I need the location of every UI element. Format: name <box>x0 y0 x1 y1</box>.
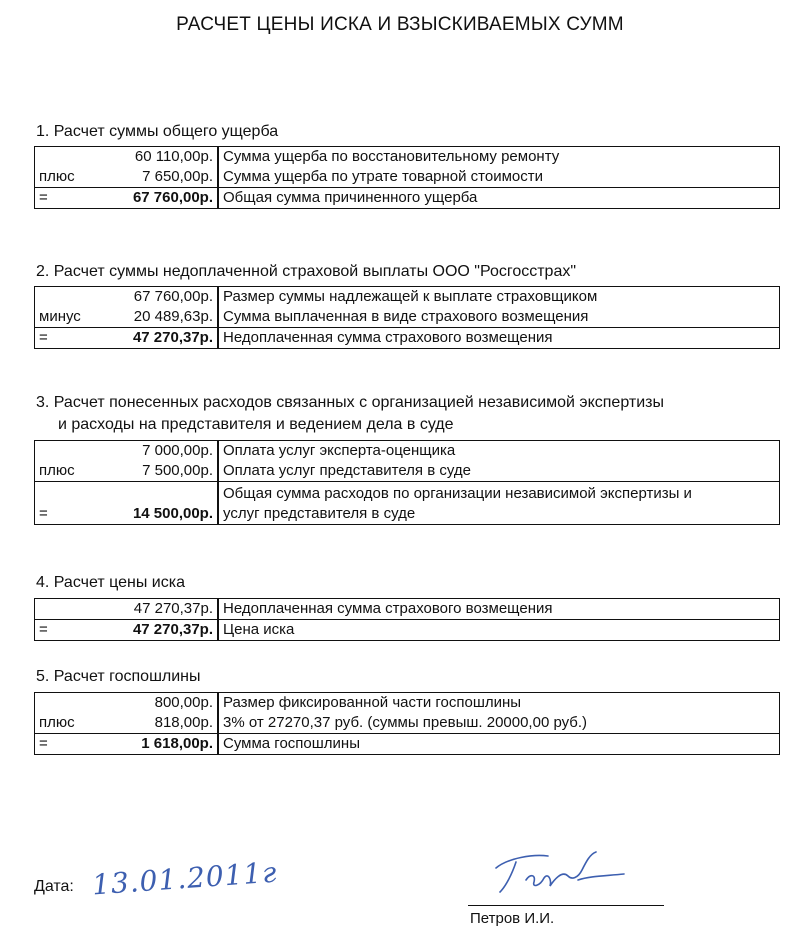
table-row-total <box>35 620 780 641</box>
row-description-line1: Общая сумма расходов по организации независимой экспертизы и <box>223 485 692 502</box>
table-row <box>35 167 780 188</box>
row-description: Размер фиксированной части госпошлины <box>223 694 522 711</box>
row-operator: = <box>35 482 102 525</box>
row-description: Сумма ущерба по восстановительному ремонту <box>223 148 560 165</box>
table-row <box>35 461 780 482</box>
row-operator <box>35 441 102 462</box>
row-operator <box>35 287 102 308</box>
table-row <box>35 147 780 168</box>
table-row-total <box>35 482 780 525</box>
section-2-table <box>34 286 780 349</box>
table-row <box>35 713 780 734</box>
row-description: Недоплаченная сумма страхового возмещения <box>223 600 553 617</box>
table-row <box>35 693 780 714</box>
row-amount: 47 270,37р. <box>101 620 218 641</box>
date-handwritten: 13.01.2011г <box>91 855 279 902</box>
row-operator: минус <box>39 308 81 325</box>
table-row-total <box>35 188 780 209</box>
section-5-table <box>34 692 780 755</box>
section-1-table <box>34 146 780 209</box>
section-5-heading: 5. Расчет госпошлины <box>36 668 201 685</box>
row-amount: 47 270,37р. <box>101 599 218 620</box>
row-description <box>218 482 780 525</box>
row-amount: 67 760,00р. <box>101 188 218 209</box>
table-row <box>35 441 780 462</box>
row-amount: 800,00р. <box>101 693 218 714</box>
row-amount: 818,00р. <box>101 713 218 734</box>
row-operator: плюс <box>39 714 75 731</box>
row-amount: 20 489,63р. <box>101 307 218 328</box>
row-operator: плюс <box>39 462 75 479</box>
section-3-heading-line2: и расходы на представителя и ведением дела в суде <box>58 416 454 433</box>
row-operator: = <box>35 188 102 209</box>
row-operator <box>35 599 102 620</box>
row-description: Общая сумма причиненного ущерба <box>218 188 780 209</box>
row-operator <box>35 147 102 168</box>
row-description: Сумма ущерба по утрате товарной стоимости <box>223 168 544 185</box>
section-4-table <box>34 598 780 641</box>
signature-image <box>478 840 628 900</box>
row-amount: 14 500,00р. <box>101 482 218 525</box>
section-3-heading <box>36 392 664 436</box>
row-operator: плюс <box>39 168 75 185</box>
table-row <box>35 307 780 328</box>
row-description: Сумма выплаченная в виде страхового возмещения <box>223 308 589 325</box>
section-2-heading: 2. Расчет суммы недоплаченной страховой выплаты ООО "Росгосстрах" <box>36 263 577 280</box>
row-amount: 1 618,00р. <box>101 734 218 755</box>
date-label: Дата: <box>34 878 74 895</box>
row-description: Сумма госпошлины <box>218 734 780 755</box>
section-1-heading: 1. Расчет суммы общего ущерба <box>36 123 279 140</box>
section-3-table <box>34 440 780 525</box>
row-amount: 67 760,00р. <box>101 287 218 308</box>
signer-name: Петров И.И. <box>470 910 555 927</box>
row-description: 3% от 27270,37 руб. (суммы превыш. 20000,00 руб.) <box>223 714 588 731</box>
row-operator: = <box>35 734 102 755</box>
row-amount: 7 000,00р. <box>101 441 218 462</box>
row-description: Оплата услуг эксперта-оценщика <box>223 442 456 459</box>
row-amount: 7 650,00р. <box>101 167 218 188</box>
row-amount: 47 270,37р. <box>101 328 218 349</box>
row-description: Недоплаченная сумма страхового возмещения <box>218 328 780 349</box>
row-description: Размер суммы надлежащей к выплате страховщиком <box>223 288 598 305</box>
row-operator: = <box>35 620 102 641</box>
row-description-line2: услуг представителя в суде <box>223 505 416 522</box>
row-description: Цена иска <box>218 620 780 641</box>
table-row-total <box>35 734 780 755</box>
row-operator <box>35 693 102 714</box>
table-row <box>35 599 780 620</box>
document-title: РАСЧЕТ ЦЕНЫ ИСКА И ВЗЫСКИВАЕМЫХ СУММ <box>176 14 624 35</box>
row-amount: 60 110,00р. <box>101 147 218 168</box>
section-4-heading: 4. Расчет цены иска <box>36 574 185 591</box>
table-row <box>35 287 780 308</box>
table-row-total <box>35 328 780 349</box>
row-operator: = <box>35 328 102 349</box>
row-description: Оплата услуг представителя в суде <box>223 462 471 479</box>
section-3-heading-line1: 3. Расчет понесенных расходов связанных с организацией независимой экспертизы <box>36 394 664 411</box>
row-amount: 7 500,00р. <box>101 461 218 482</box>
signature-line <box>468 905 664 906</box>
